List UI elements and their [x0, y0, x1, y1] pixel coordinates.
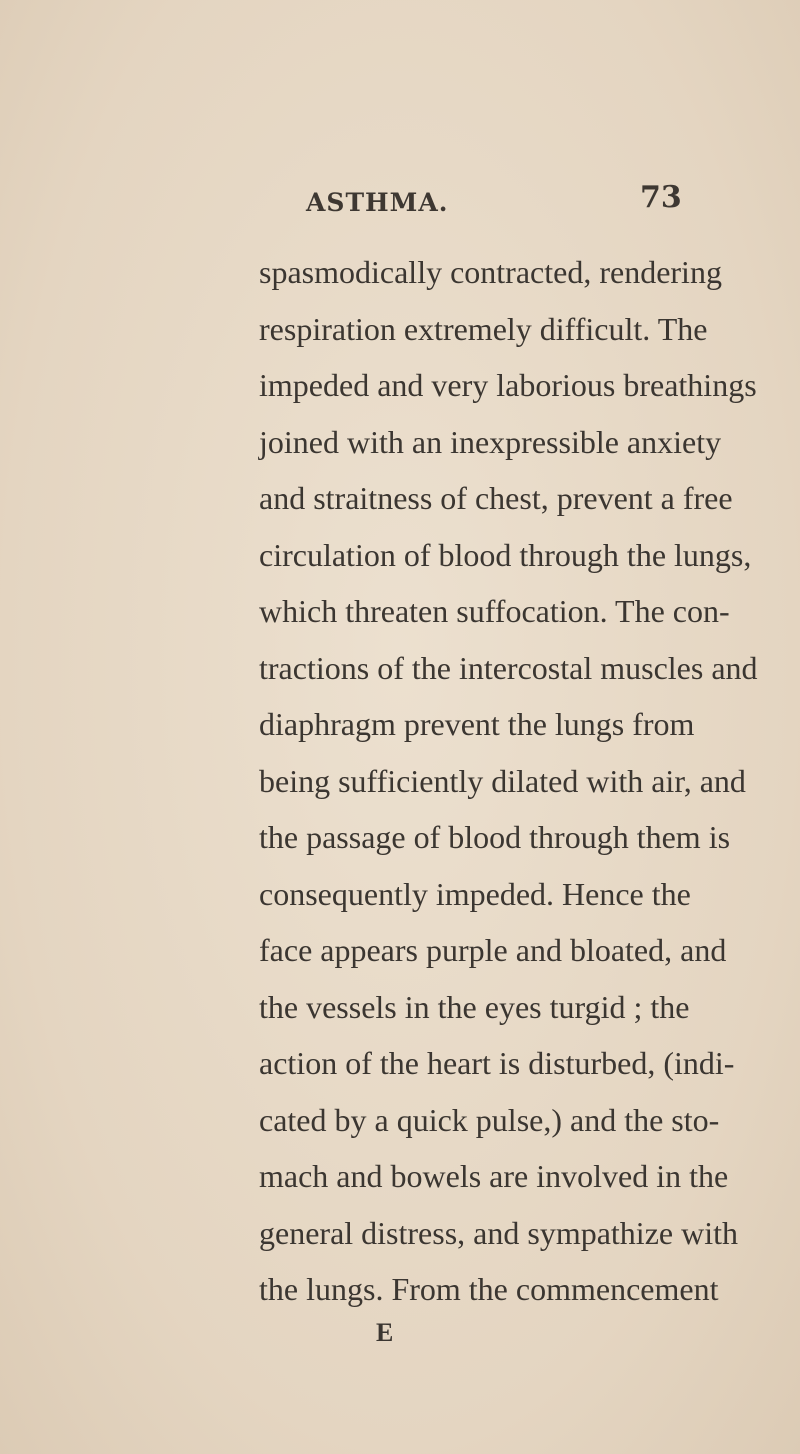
signature-mark: E — [376, 1317, 394, 1347]
text-line: cated by a quick pulse,) and the sto- — [259, 1101, 720, 1138]
text-line: general distress, and sympathize with — [259, 1214, 738, 1251]
text-line: spasmodically contracted, rendering — [259, 254, 722, 290]
text-line: the lungs. From the commencement — [259, 1271, 719, 1307]
text-line: the vessels in the eyes turgid ; the — [259, 988, 690, 1025]
text-line: the passage of blood through them is — [259, 819, 731, 855]
text-line: diaphragm prevent the lungs from — [259, 706, 695, 742]
text-line: which threaten suffocation. The con- — [259, 593, 730, 629]
text-line: tractions of the intercostal muscles and — [259, 649, 758, 686]
text-line: mach and bowels are involved in the — [259, 1158, 729, 1194]
text-line: consequently impeded. Hence the — [259, 875, 691, 912]
page-number: 73 — [640, 180, 682, 215]
text-line: being sufficiently dilated with air, and — [259, 762, 746, 799]
text-line: face appears purple and bloated, and — [259, 932, 727, 968]
text-line: joined with an inexpressible anxiety — [259, 423, 722, 460]
running-head — [0, 180, 800, 228]
text-line: circulation of blood through the lungs, — [259, 536, 752, 573]
text-line: respiration extremely difficult. The — [259, 310, 708, 347]
text-line: action of the heart is disturbed, (indi- — [259, 1045, 735, 1081]
text-line: impeded and very laborious breathings — [259, 367, 757, 403]
text-line: and straitness of chest, prevent a free — [259, 480, 733, 516]
running-head-title: ASTHMA. — [306, 188, 449, 217]
